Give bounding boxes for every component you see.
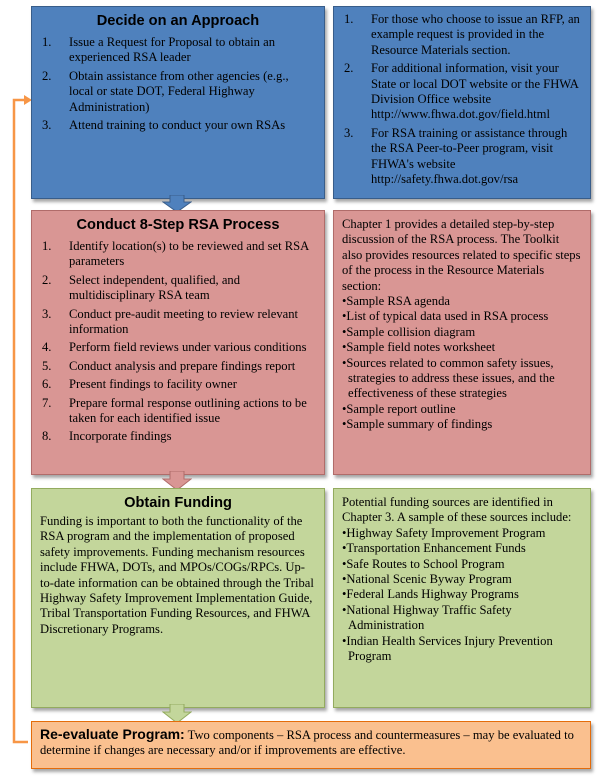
- approach-list: [40, 35, 316, 133]
- list-item: 3. Conduct pre-audit meeting to review relevant information: [42, 306, 299, 337]
- list-item: • Indian Health Services Injury Prevention Program: [342, 634, 582, 665]
- list-item: 1. For those who choose to issue an RFP, an example request is provided in the Resource Materials section.: [344, 12, 580, 57]
- reevaluate-box: [31, 721, 591, 769]
- approach-notes-list: [342, 12, 582, 187]
- reevaluate-text: [40, 727, 582, 759]
- process-resources-list: [342, 294, 582, 433]
- list-item: • National Highway Traffic Safety Administration: [342, 603, 582, 634]
- list-item: 2. For additional information, visit your State or local DOT website or the FHWA Division Office website http://www.fhwa.dot.gov/field.html: [344, 61, 579, 122]
- list-item: • Sample field notes worksheet: [342, 340, 582, 355]
- approach-notes-box: [333, 6, 591, 199]
- list-item: 2. Obtain assistance from other agencies (e.g., local or state DOT, Federal Highway Administration): [42, 68, 289, 114]
- list-item: • Federal Lands Highway Programs: [342, 587, 582, 602]
- approach-box: [31, 6, 325, 199]
- list-item: • Sources related to common safety issues, strategies to address these issues, and the effectiveness of these strategies: [342, 356, 582, 402]
- process-title: Conduct 8-Step RSA Process: [76, 217, 280, 233]
- list-item: • National Scenic Byway Program: [342, 572, 582, 587]
- funding-notes-intro: Potential funding sources are identified in Chapter 3. A sample of these sources include:: [342, 495, 572, 525]
- list-item: 3. Attend training to conduct your own RSAs: [42, 118, 286, 133]
- process-list: [40, 239, 316, 445]
- approach-title: Decide on an Approach: [96, 13, 260, 29]
- list-item: 4. Perform field reviews under various conditions: [42, 340, 307, 355]
- list-item: 6. Present findings to facility owner: [42, 377, 237, 392]
- list-item: • Sample RSA agenda: [342, 294, 582, 309]
- list-item: • List of typical data used in RSA process: [342, 309, 582, 324]
- list-item: • Highway Safety Improvement Program: [342, 526, 582, 541]
- reevaluate-label: Re-evaluate Program:: [40, 726, 185, 742]
- funding-body: Funding is important to both the functionality of the RSA program and the implementation of proposed safety improvements. Funding mechanism resources include FHWA, DOTs, and MPOs/COGs/RPCs. Up-to-date information can be obtained through the Tribal Highway Safety Improvement Implementation Guide, Tribal Transportation Funding Resources, and FHWA Discretionary Programs.: [40, 514, 314, 636]
- list-item: 1. Issue a Request for Proposal to obtain an experienced RSA leader: [42, 35, 276, 65]
- list-item: • Safe Routes to School Program: [342, 557, 582, 572]
- funding-sources-list: [342, 526, 582, 665]
- funding-notes-box: [333, 488, 591, 708]
- funding-box: [31, 488, 325, 708]
- list-item: 8. Incorporate findings: [42, 429, 172, 444]
- list-item: 1. Identify location(s) to be reviewed and set RSA parameters: [42, 239, 309, 269]
- process-box: [31, 210, 325, 475]
- list-item: 5. Conduct analysis and prepare findings report: [42, 358, 296, 373]
- list-item: • Sample summary of findings: [342, 417, 582, 432]
- list-item: • Sample collision diagram: [342, 325, 582, 340]
- process-notes-box: [333, 210, 591, 475]
- reevaluate-description: Two components – RSA process and countermeasures – may be evaluated to determine if changes are necessary and/or if improvements are effective.: [40, 728, 574, 758]
- funding-title: Obtain Funding: [124, 495, 232, 511]
- list-item: 2. Select independent, qualified, and multidisciplinary RSA team: [42, 272, 241, 303]
- process-notes-intro: Chapter 1 provides a detailed step-by-step discussion of the RSA process. The Toolkit also provides resources related to specific steps of the process in the Resource Materials section:: [342, 217, 581, 293]
- list-item: • Transportation Enhancement Funds: [342, 541, 582, 556]
- list-item: 7. Prepare formal response outlining actions to be taken for each identified issue: [42, 395, 307, 426]
- list-item: 3. For RSA training or assistance through the RSA Peer-to-Peer program, visit FHWA's website http://safety.fhwa.dot.gov/rsa: [344, 125, 568, 187]
- list-item: • Sample report outline: [342, 402, 582, 417]
